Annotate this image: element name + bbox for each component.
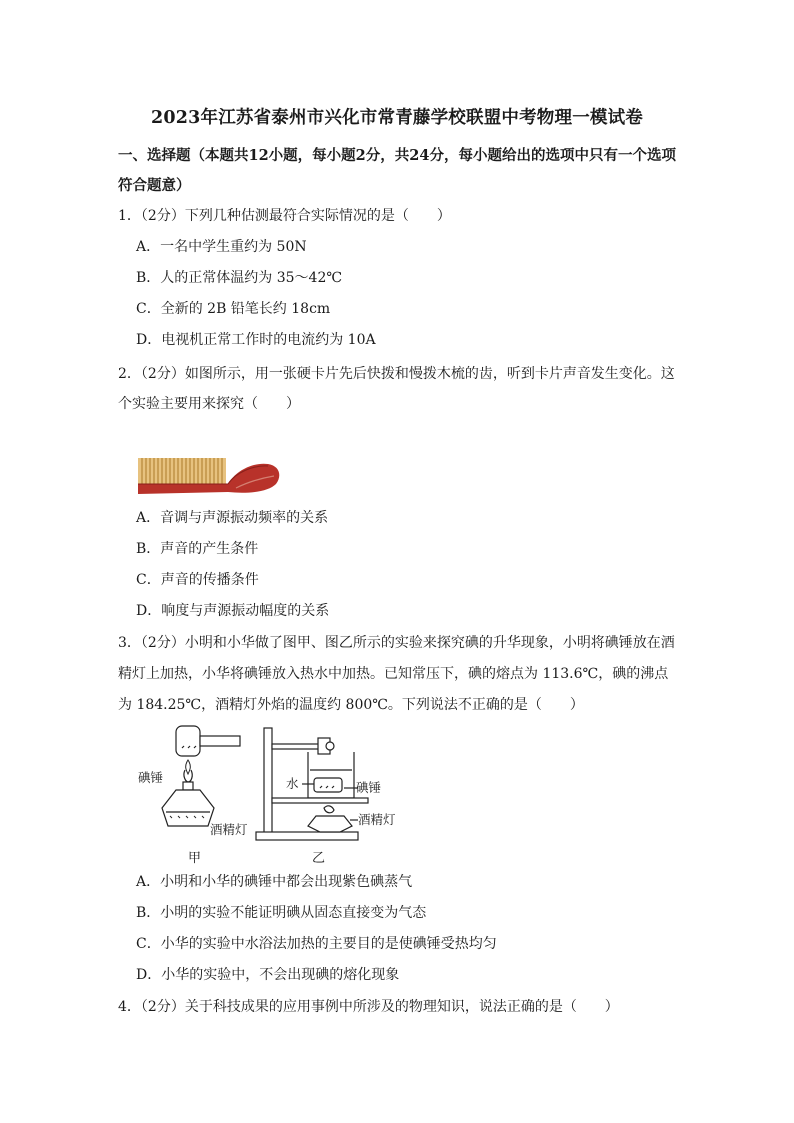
question-3-stem-line-1: 3．（2分）小明和小华做了图甲、图乙所示的实验来探究碘的升华现象，小明将碘锤放在酒	[118, 635, 675, 651]
figure-left-apparatus	[162, 726, 240, 826]
section-heading-line-2: 符合题意）	[118, 177, 191, 194]
question-1-option-c: C．全新的 2B 铅笔长约 18cm	[136, 301, 331, 317]
section-heading-line-1: 一、选择题（本题共12小题，每小题2分，共24分，每小题给出的选项中只有一个选项	[118, 147, 676, 164]
question-1-option-d: D．电视机正常工作时的电流约为 10A	[136, 332, 376, 348]
question-1-option-b: B．人的正常体温约为 35～42℃	[136, 270, 343, 286]
question-3-option-b: B．小明的实验不能证明碘从固态直接变为气态	[136, 905, 427, 921]
question-2-option-a: A．音调与声源振动频率的关系	[136, 510, 329, 526]
question-3-option-c: C．小华的实验中水浴法加热的主要目的是使碘锤受热均匀	[136, 936, 497, 952]
question-2-option-c: C．声音的传播条件	[136, 572, 259, 588]
figure-right-apparatus	[256, 728, 368, 840]
question-3-stem-line-2: 精灯上加热，小华将碘锤放入热水中加热。已知常压下，碘的熔点为 113.6℃，碘的沸点	[118, 666, 669, 682]
label-water: 水	[286, 776, 299, 791]
label-alcohol-lamp-left: 酒精灯	[210, 822, 248, 837]
question-3-stem-line-3: 为 184.25℃，酒精灯外焰的温度约 800℃。下列说法不正确的是（ ）	[118, 697, 584, 713]
question-1-stem: 1．（2分）下列几种估测最符合实际情况的是（ ）	[118, 208, 451, 224]
question-1-option-a: A．一名中学生重约为 50N	[136, 239, 307, 255]
label-alcohol-lamp-right: 酒精灯	[358, 812, 396, 827]
caption-jia: 乙	[36, 622, 37, 623]
label-iodine-hammer-right: 碘锤	[356, 780, 382, 795]
question-2-stem-line-1: 2．（2分）如图所示，用一张硬卡片先后快拨和慢拨木梳的齿，听到卡片声音发生变化。这	[118, 366, 675, 382]
caption-right: 乙	[312, 851, 326, 866]
question-3-option-a: A．小明和小华的碘锤中都会出现紫色碘蒸气	[136, 874, 413, 890]
caption-left: 甲	[188, 851, 202, 866]
page-title: 2023年江苏省泰州市兴化市常青藤学校联盟中考物理一模试卷	[150, 108, 643, 128]
label-iodine-hammer-left: 碘锤	[138, 770, 164, 785]
question-2-stem-line-2: 个实验主要用来探究（ ）	[118, 396, 300, 412]
question-4-stem: 4．（2分）关于科技成果的应用事例中所涉及的物理知识，说法正确的是（ ）	[118, 999, 619, 1015]
comb-figure	[136, 454, 282, 498]
question-2-option-b: B．声音的产生条件	[136, 541, 259, 557]
question-2-option-d: D．响度与声源振动幅度的关系	[136, 603, 330, 619]
question-3-option-d: D．小华的实验中，不会出现碘的熔化现象	[136, 967, 400, 983]
